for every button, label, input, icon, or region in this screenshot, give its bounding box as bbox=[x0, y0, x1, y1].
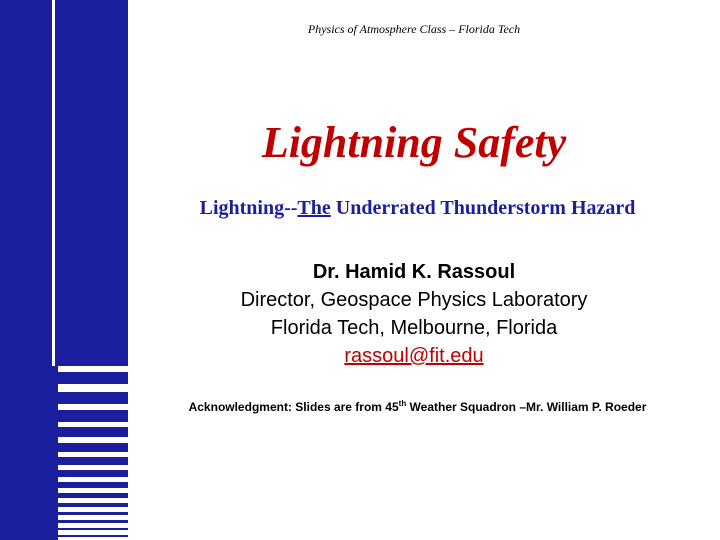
sidebar-divider bbox=[52, 0, 55, 366]
author-email-link[interactable]: rassoul@fit.edu bbox=[344, 345, 484, 367]
sidebar-stripe bbox=[55, 392, 128, 404]
sidebar-stripe bbox=[55, 410, 128, 422]
sidebar-stripe bbox=[55, 493, 128, 498]
sidebar-stripe bbox=[55, 535, 128, 537]
acknowledgment bbox=[140, 399, 695, 414]
sidebar-stripe bbox=[55, 443, 128, 452]
sidebar-stripe bbox=[55, 482, 128, 488]
sidebar-stripe bbox=[55, 372, 128, 384]
author-name: Dr. Hamid K. Rassoul bbox=[312, 261, 516, 283]
author-block bbox=[150, 258, 678, 370]
ack-suffix: Weather Squadron –Mr. William P. Roeder bbox=[406, 400, 647, 414]
sidebar-stripe bbox=[55, 503, 128, 507]
slide-subtitle bbox=[140, 197, 695, 220]
sidebar-stripe bbox=[55, 470, 128, 477]
ack-sup: th bbox=[398, 399, 407, 408]
sidebar-stripe bbox=[55, 520, 128, 523]
subtitle-part3: Underrated Thunderstorm Hazard bbox=[330, 197, 636, 219]
sidebar-stripe bbox=[55, 427, 128, 437]
sidebar-main-block bbox=[0, 0, 128, 366]
sidebar-stripe bbox=[55, 457, 128, 465]
subtitle-part2: The bbox=[297, 197, 331, 219]
decorative-sidebar bbox=[0, 0, 128, 540]
ack-prefix: Acknowledgment: Slides are from 45 bbox=[188, 400, 399, 414]
slide-header: Physics of Atmosphere Class – Florida Tech bbox=[307, 22, 521, 36]
subtitle-part1: Lightning-- bbox=[199, 197, 298, 219]
author-role: Director, Geospace Physics Laboratory bbox=[240, 289, 588, 311]
slide-title: Lightning Safety bbox=[261, 118, 567, 167]
sidebar-stripe bbox=[55, 528, 128, 530]
author-affiliation: Florida Tech, Melbourne, Florida bbox=[270, 317, 558, 339]
sidebar-stripe bbox=[55, 512, 128, 515]
